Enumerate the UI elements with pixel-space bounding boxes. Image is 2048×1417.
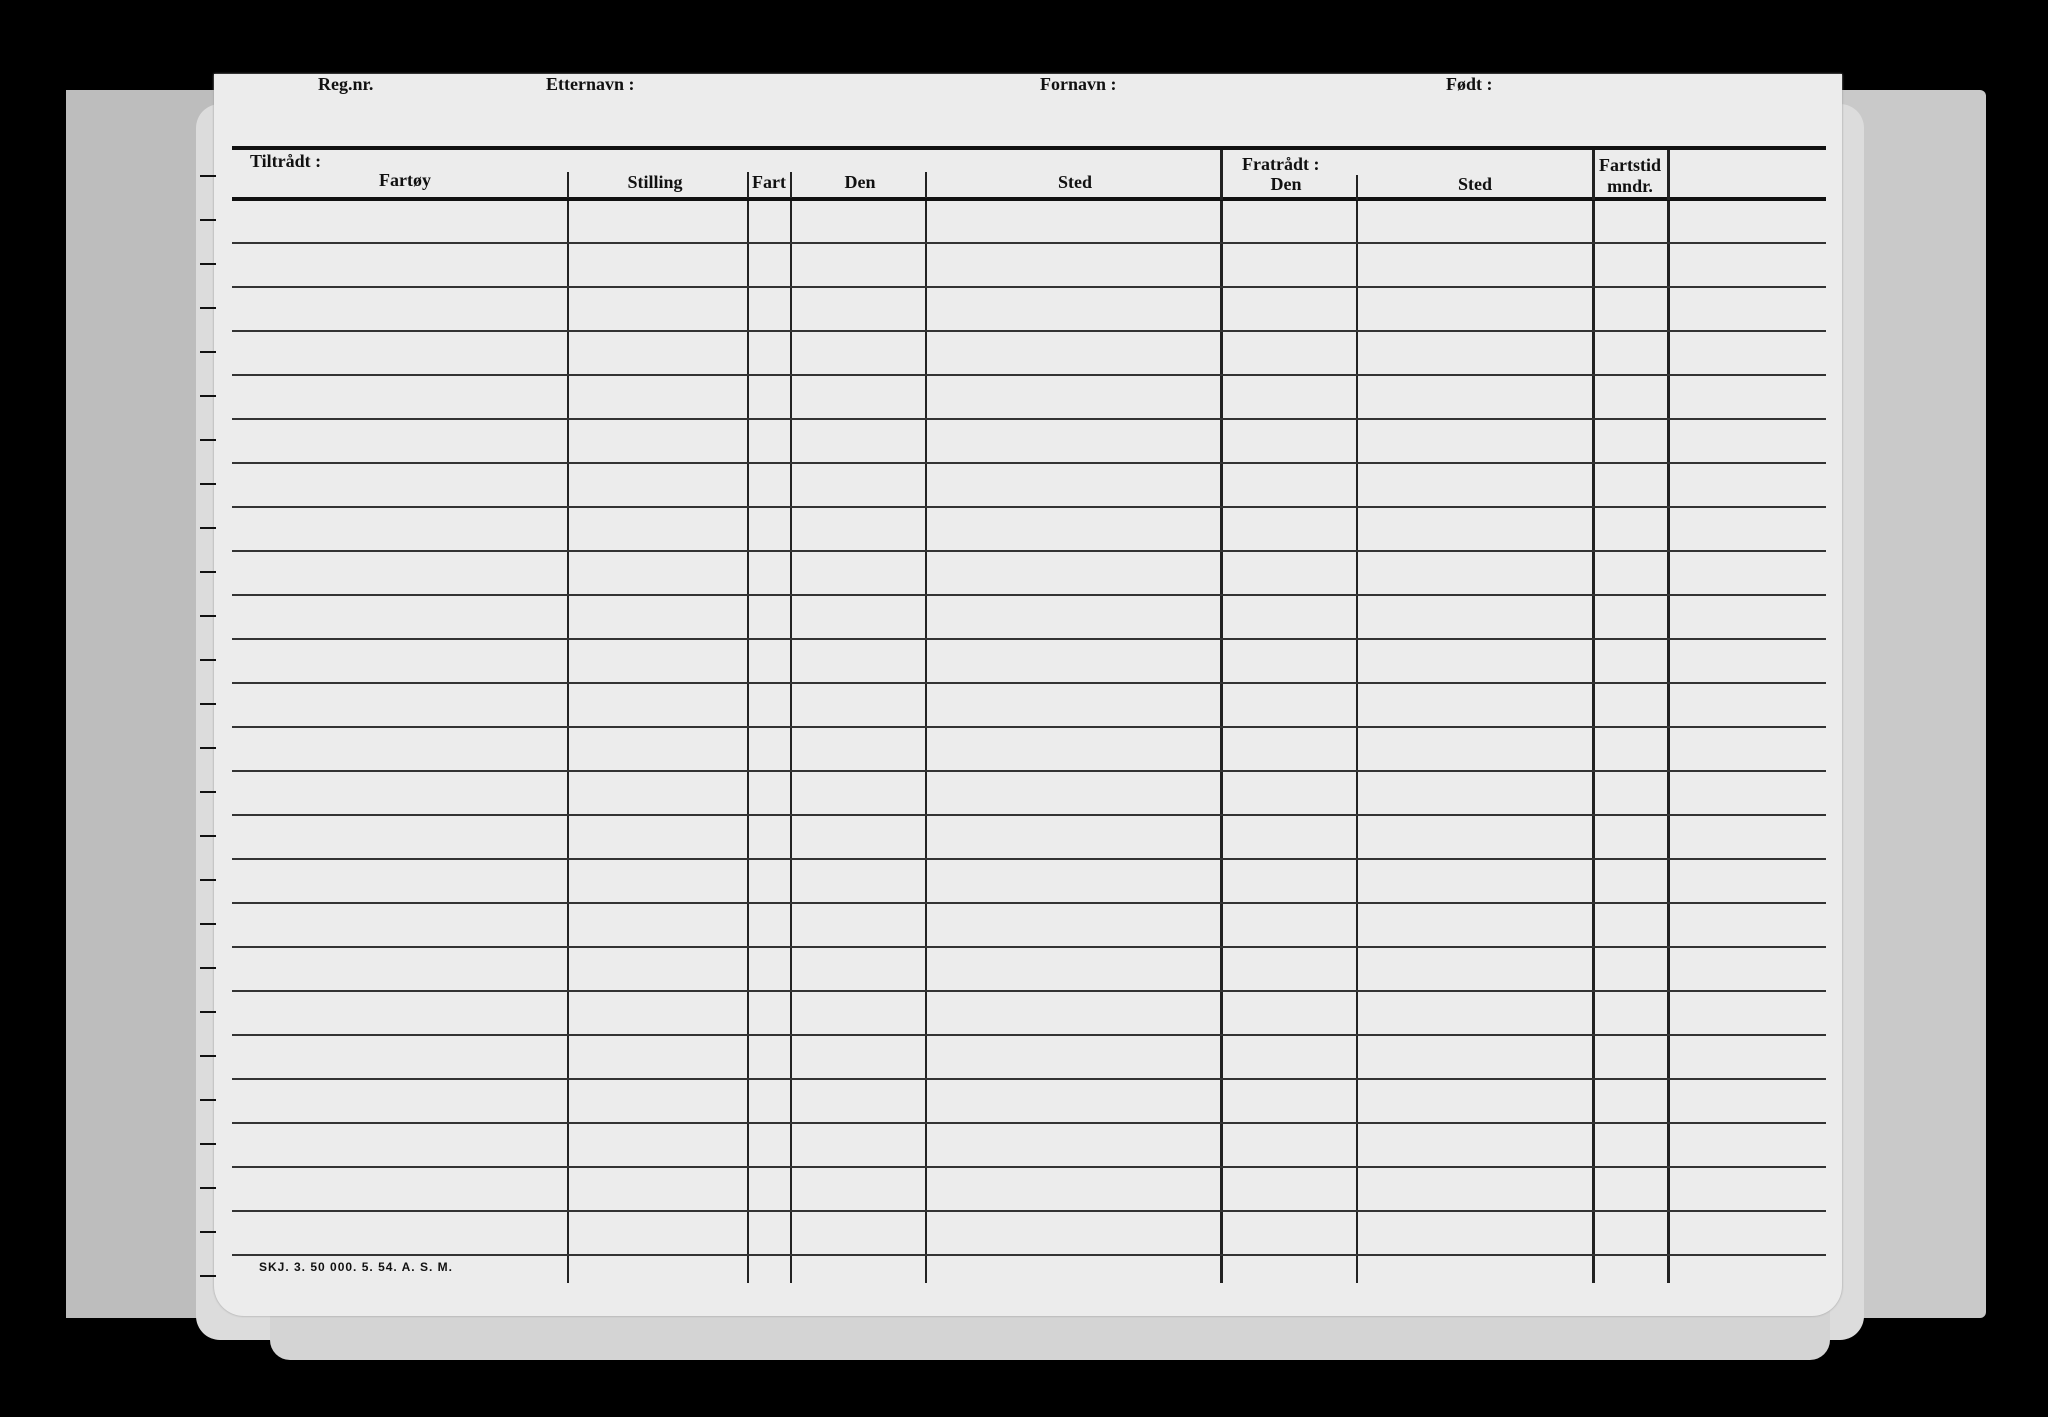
table-row-line [232, 1078, 1826, 1080]
edge-tick [200, 835, 216, 837]
table-row-line [232, 594, 1826, 596]
col-sted-tiltradt: Sted [1057, 172, 1092, 192]
regnr-label: Reg.nr. [318, 74, 374, 94]
edge-tick [200, 307, 216, 309]
edge-tick [200, 1275, 216, 1277]
table-row-line [232, 990, 1826, 992]
column-line-stilling-fart [747, 201, 749, 1283]
edge-tick [200, 175, 216, 177]
edge-tick [200, 615, 216, 617]
column-line-fartoy-stilling [567, 201, 569, 1283]
column-line-den-sted-fratradt [1356, 201, 1358, 1283]
fratradt-label: Fratrådt : [1242, 154, 1320, 174]
column-line-fart-den [790, 201, 792, 1283]
edge-tick [200, 791, 216, 793]
edge-tick [200, 1143, 216, 1145]
col-mndr: mndr. [1607, 176, 1653, 196]
table-row-line [232, 1166, 1826, 1168]
col-fart: Fart [752, 172, 786, 192]
table-row-line [232, 1210, 1826, 1212]
table-header-rule [232, 197, 1826, 201]
table-row-line [232, 374, 1826, 376]
edge-tick [200, 659, 216, 661]
table-row-line [232, 418, 1826, 420]
header-separator [1220, 150, 1223, 200]
edge-tick [200, 219, 216, 221]
col-fartoy: Fartøy [379, 170, 431, 190]
edge-tick [200, 747, 216, 749]
tiltradt-label: Tiltrådt : [250, 151, 322, 171]
col-den-tiltradt: Den [844, 172, 876, 192]
fodt-label: Født : [1446, 74, 1493, 94]
edge-tick [200, 351, 216, 353]
table-row-line [232, 1034, 1826, 1036]
table-row-line [232, 902, 1826, 904]
table-row-line [232, 638, 1826, 640]
edge-tick [200, 1055, 216, 1057]
etternavn-label: Etternavn : [546, 74, 635, 94]
table-top-rule [232, 146, 1826, 150]
edge-tick [200, 1099, 216, 1101]
folder-left-edge [66, 90, 216, 1318]
table-row-line [232, 726, 1826, 728]
edge-tick [200, 527, 216, 529]
registration-card [214, 74, 1842, 1316]
fornavn-label: Fornavn : [1040, 74, 1117, 94]
col-stilling: Stilling [627, 172, 683, 192]
edge-tick [200, 1011, 216, 1013]
table-row-line [232, 286, 1826, 288]
edge-tick [200, 571, 216, 573]
edge-tick [200, 263, 216, 265]
table-row-line [232, 1254, 1826, 1256]
header-separator [1356, 175, 1358, 200]
header-separator [1667, 150, 1670, 200]
table-row-line [232, 682, 1826, 684]
edge-tick [200, 879, 216, 881]
table-row-line [232, 330, 1826, 332]
table-row-line [232, 814, 1826, 816]
table-row-line [232, 858, 1826, 860]
column-line-fartstid-end [1667, 201, 1670, 1283]
table-row-line [232, 1122, 1826, 1124]
column-line-tiltradt-fratradt [1220, 201, 1223, 1283]
table-row-line [232, 506, 1826, 508]
edge-tick [200, 703, 216, 705]
edge-tick [200, 483, 216, 485]
table-row-line [232, 770, 1826, 772]
col-den-fratradt: Den [1270, 174, 1302, 194]
table-row-line [232, 946, 1826, 948]
column-line-den-sted [925, 201, 927, 1283]
edge-tick [200, 1231, 216, 1233]
col-fartstid: Fartstid [1599, 155, 1661, 175]
edge-tick [200, 1187, 216, 1189]
table-row-line [232, 550, 1826, 552]
header-separator [747, 172, 749, 198]
col-sted-fratradt: Sted [1457, 174, 1492, 194]
edge-tick [200, 439, 216, 441]
edge-tick [200, 923, 216, 925]
form-code: SKJ. 3. 50 000. 5. 54. A. S. M. [259, 1260, 453, 1274]
header-separator [1592, 150, 1595, 200]
edge-tick [200, 967, 216, 969]
table-row-line [232, 242, 1826, 244]
header-separator [790, 172, 792, 198]
header-separator [925, 172, 927, 198]
table-row-line [232, 462, 1826, 464]
edge-tick [200, 395, 216, 397]
column-line-sted-fartstid [1592, 201, 1595, 1283]
header-separator [567, 172, 569, 198]
